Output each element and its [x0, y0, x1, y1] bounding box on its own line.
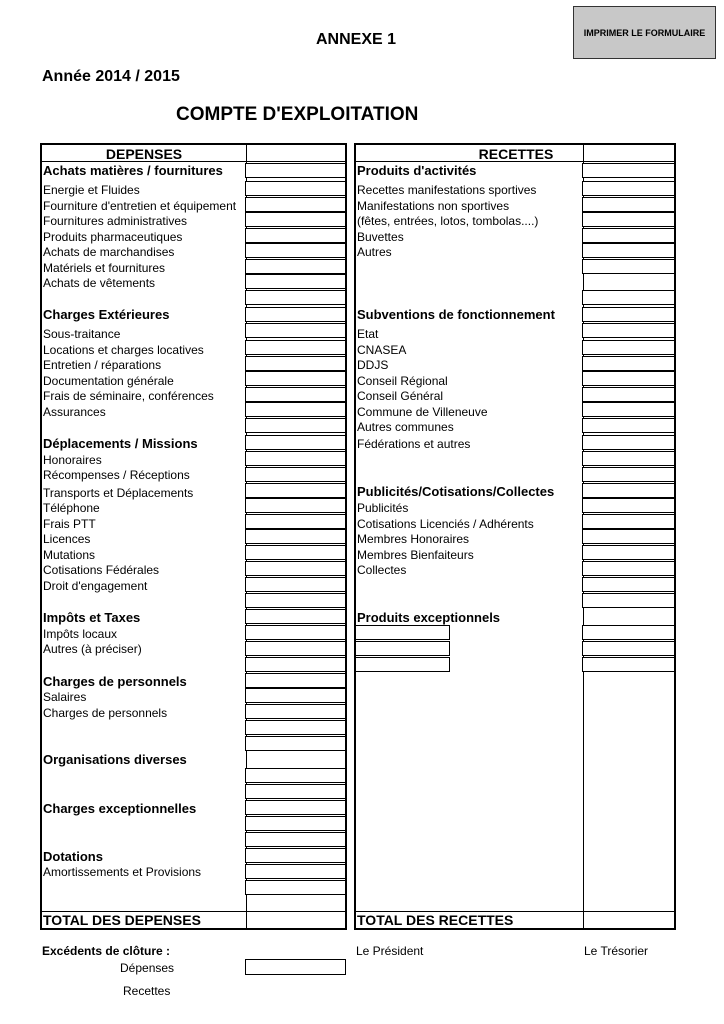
depenses-header: DEPENSES: [105, 145, 183, 162]
dep-line-label: Produits pharmaceutiques: [43, 230, 183, 244]
depense-amount-field[interactable]: [245, 181, 346, 196]
rec-line-label: Membres Bienfaiteurs: [357, 548, 474, 562]
recette-amount-field[interactable]: [582, 356, 675, 371]
recette-amount-field[interactable]: [582, 529, 675, 544]
dep-line-label: Téléphone: [43, 501, 100, 515]
rec-line-label: Commune de Villeneuve: [357, 405, 488, 419]
produit-exceptionnel-label-field[interactable]: [355, 657, 450, 672]
dep-line-label: Mutations: [43, 548, 96, 562]
depense-amount-field[interactable]: [245, 435, 346, 450]
rec-line-label: Membres Honoraires: [357, 532, 470, 546]
dep-section-title: Charges exceptionnelles: [43, 801, 197, 816]
dep-line-label: Matériels et fournitures: [43, 261, 166, 275]
recette-amount-field[interactable]: [582, 402, 675, 417]
excedents-recettes-label: Recettes: [123, 984, 171, 998]
produit-exceptionnel-label-field[interactable]: [355, 641, 450, 656]
dep-line-label: Salaires: [43, 690, 87, 704]
recette-amount-field[interactable]: [582, 498, 675, 513]
depense-amount-field[interactable]: [245, 880, 346, 895]
depense-amount-field[interactable]: [245, 577, 346, 592]
recette-amount-field[interactable]: [582, 371, 675, 386]
recette-amount-field[interactable]: [582, 514, 675, 529]
rec-line-label: Conseil Général: [357, 389, 444, 403]
depense-amount-field[interactable]: [245, 609, 346, 624]
tresorier-label: Le Trésorier: [584, 944, 649, 958]
depense-amount-field[interactable]: [245, 402, 346, 417]
year-label: Année 2014 / 2015: [42, 68, 180, 85]
dep-line-label: Fourniture d'entretien et équipement: [43, 199, 237, 213]
depense-amount-field[interactable]: [245, 163, 346, 178]
dep-line-label: Récompenses / Réceptions: [43, 468, 190, 482]
rec-line-label: Recettes manifestations sportives: [357, 183, 537, 197]
annexe-label: ANNEXE 1: [316, 31, 397, 48]
dep-section-title: Charges de personnels: [43, 674, 187, 689]
dep-line-label: Cotisations Fédérales: [43, 563, 160, 577]
recette-amount-field[interactable]: [582, 435, 675, 450]
page-title: COMPTE D'EXPLOITATION: [176, 104, 419, 125]
rec-section-title: Produits exceptionnels: [357, 610, 501, 625]
depense-amount-field[interactable]: [245, 274, 346, 289]
dep-line-label: Achats de marchandises: [43, 245, 175, 259]
dep-section-title: Achats matières / fournitures: [43, 163, 223, 178]
depense-amount-field[interactable]: [245, 529, 346, 544]
recette-amount-field[interactable]: [582, 657, 675, 672]
depense-amount-field[interactable]: [245, 371, 346, 386]
recette-amount-field[interactable]: [582, 387, 675, 402]
total-recettes-label: TOTAL DES RECETTES: [357, 912, 514, 928]
depense-amount-field[interactable]: [245, 467, 346, 482]
recette-amount-field[interactable]: [582, 593, 675, 608]
depense-amount-field[interactable]: [245, 720, 346, 735]
depense-amount-field[interactable]: [245, 657, 346, 672]
depense-amount-field[interactable]: [245, 832, 346, 847]
dep-line-label: Licences: [43, 532, 91, 546]
depense-amount-field[interactable]: [245, 387, 346, 402]
recette-amount-field[interactable]: [582, 418, 675, 433]
depense-amount-field[interactable]: [245, 768, 346, 783]
rec-line-label: DDJS: [357, 358, 389, 372]
depense-amount-field[interactable]: [245, 848, 346, 863]
depense-amount-field[interactable]: [245, 356, 346, 371]
rec-line-label: Conseil Régional: [357, 374, 448, 388]
depense-amount-field[interactable]: [245, 451, 346, 466]
dep-line-label: Honoraires: [43, 453, 102, 467]
recette-amount-field[interactable]: [582, 212, 675, 227]
dep-line-label: Transports et Déplacements: [43, 486, 194, 500]
depense-amount-field[interactable]: [245, 197, 346, 212]
depense-amount-field[interactable]: [245, 243, 346, 258]
recette-amount-field[interactable]: [582, 641, 675, 656]
dep-section-title: Charges Extérieures: [43, 307, 170, 322]
recette-amount-field[interactable]: [582, 228, 675, 243]
dep-line-label: Autres (à préciser): [43, 642, 142, 656]
dep-section-title: Organisations diverses: [43, 752, 187, 767]
depense-amount-field[interactable]: [245, 736, 346, 751]
depense-amount-field[interactable]: [245, 545, 346, 560]
rec-section-title: Subventions de fonctionnement: [357, 307, 555, 322]
depense-amount-field[interactable]: [245, 340, 346, 355]
rec-line-label: Manifestations non sportives: [357, 199, 510, 213]
dep-line-label: Documentation générale: [43, 374, 174, 388]
depense-amount-field[interactable]: [245, 418, 346, 433]
produit-exceptionnel-label-field[interactable]: [355, 625, 450, 640]
dep-line-label: Frais PTT: [43, 517, 96, 531]
depense-amount-field[interactable]: [245, 641, 346, 656]
recette-amount-field[interactable]: [582, 163, 675, 178]
depense-amount-field[interactable]: [245, 212, 346, 227]
recette-amount-field[interactable]: [582, 483, 675, 498]
rec-line-label: Etat: [357, 327, 379, 341]
dep-line-label: Amortissements et Provisions: [43, 865, 202, 879]
dep-line-label: Charges de personnels: [43, 706, 168, 720]
recette-amount-field[interactable]: [582, 323, 675, 338]
recette-amount-field[interactable]: [582, 451, 675, 466]
depense-amount-field[interactable]: [245, 704, 346, 719]
dep-line-label: Locations et charges locatives: [43, 343, 204, 357]
total-depenses-label: TOTAL DES DEPENSES: [43, 912, 201, 928]
dep-section-title: Déplacements / Missions: [43, 436, 198, 451]
rec-line-label: Buvettes: [357, 230, 404, 244]
dep-section-title: Dotations: [43, 849, 103, 864]
depense-amount-field[interactable]: [245, 688, 346, 703]
recette-amount-field[interactable]: [582, 197, 675, 212]
dep-line-label: Fournitures administratives: [43, 214, 188, 228]
depense-amount-field[interactable]: [245, 290, 346, 305]
depense-amount-field[interactable]: [245, 323, 346, 338]
dep-line-label: Sous-traitance: [43, 327, 121, 341]
print-form-button[interactable]: IMPRIMER LE FORMULAIRE: [573, 6, 716, 59]
dep-line-label: Entretien / réparations: [43, 358, 162, 372]
rec-section-title: Produits d'activités: [357, 163, 477, 178]
recettes-header: RECETTES: [478, 145, 554, 162]
president-label: Le Président: [356, 944, 424, 958]
recette-amount-field[interactable]: [582, 181, 675, 196]
recette-amount-field[interactable]: [582, 340, 675, 355]
rec-line-label: Autres: [357, 245, 392, 259]
recette-amount-field[interactable]: [582, 307, 675, 322]
depense-amount-field[interactable]: [245, 498, 346, 513]
dep-line-label: Energie et Fluides: [43, 183, 140, 197]
depense-amount-field[interactable]: [245, 625, 346, 640]
recette-amount-field[interactable]: [582, 577, 675, 592]
excedents-depenses-field[interactable]: [245, 959, 346, 975]
dep-line-label: Impôts locaux: [43, 627, 118, 641]
excedents-depenses-label: Dépenses: [120, 961, 175, 975]
rec-line-label: Publicités: [357, 501, 409, 515]
depense-amount-field[interactable]: [245, 259, 346, 274]
rec-line-label: Autres communes: [357, 420, 454, 434]
rec-line-label: Collectes: [357, 563, 407, 577]
recette-amount-field[interactable]: [582, 290, 675, 305]
depense-amount-field[interactable]: [245, 228, 346, 243]
excedents-label: Excédents de clôture :: [42, 944, 171, 958]
recette-amount-field[interactable]: [582, 243, 675, 258]
depense-amount-field[interactable]: [245, 307, 346, 322]
recette-amount-field[interactable]: [582, 467, 675, 482]
rec-line-label: Cotisations Licenciés / Adhérents: [357, 517, 534, 531]
recette-amount-field[interactable]: [582, 545, 675, 560]
rec-section-title: Publicités/Cotisations/Collectes: [357, 484, 555, 499]
depense-amount-field[interactable]: [245, 816, 346, 831]
dep-line-label: Assurances: [43, 405, 106, 419]
depense-amount-field[interactable]: [245, 483, 346, 498]
depense-amount-field[interactable]: [245, 784, 346, 799]
depense-amount-field[interactable]: [245, 593, 346, 608]
dep-section-title: Impôts et Taxes: [43, 610, 141, 625]
depense-amount-field[interactable]: [245, 673, 346, 688]
dep-line-label: Frais de séminaire, conférences: [43, 389, 214, 403]
depense-amount-field[interactable]: [245, 864, 346, 879]
rec-line-label: CNASEA: [357, 343, 407, 357]
depense-amount-field[interactable]: [245, 514, 346, 529]
depense-amount-field[interactable]: [245, 800, 346, 815]
depense-amount-field[interactable]: [245, 561, 346, 576]
dep-line-label: Droit d'engagement: [43, 579, 148, 593]
recette-amount-field[interactable]: [582, 561, 675, 576]
rec-line-label: (fêtes, entrées, lotos, tombolas....): [357, 214, 539, 228]
recette-amount-field[interactable]: [582, 259, 675, 274]
dep-line-label: Achats de vêtements: [43, 276, 156, 290]
recette-amount-field[interactable]: [582, 625, 675, 640]
rec-line-label: Fédérations et autres: [357, 437, 471, 451]
